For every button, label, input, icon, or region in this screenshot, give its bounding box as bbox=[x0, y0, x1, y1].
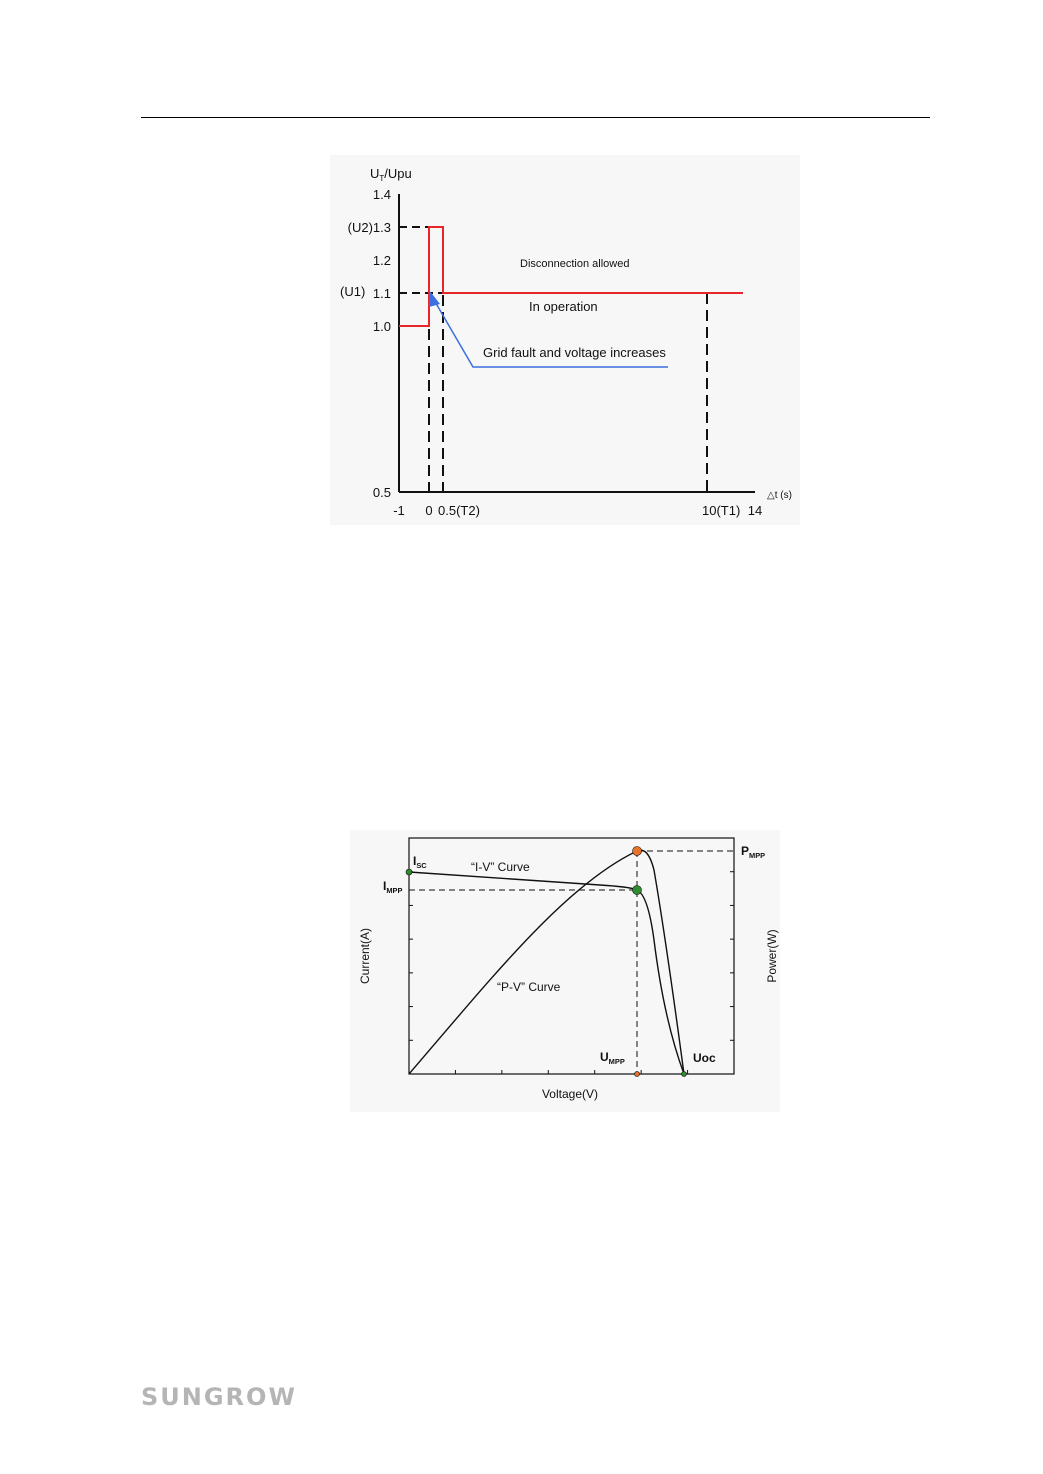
y-tick-label: 0.5 bbox=[372, 485, 391, 500]
umpp-point bbox=[635, 1072, 640, 1077]
iv-curve-label: “I-V” Curve bbox=[471, 860, 530, 874]
pv-curve-label: “P-V” Curve bbox=[497, 980, 561, 994]
isc-point bbox=[406, 869, 412, 875]
left-axis-title: Current(A) bbox=[358, 927, 372, 985]
plot-frame bbox=[409, 838, 734, 1074]
right-axis-title: Power(W) bbox=[765, 929, 779, 983]
uoc-label: Uoc bbox=[693, 1051, 716, 1065]
isc-label: $I_{SC}$ bbox=[413, 854, 427, 870]
uoc-point bbox=[682, 1072, 687, 1077]
annotation-grid-fault: Grid fault and voltage increases bbox=[483, 345, 666, 360]
y-tick-label: 1.2 bbox=[372, 253, 391, 268]
x-tick-label: 14 bbox=[747, 503, 763, 518]
y-tick-label: (U2)1.3 bbox=[347, 220, 391, 235]
y-axis-title: $U_T$/Upu bbox=[370, 166, 412, 183]
y-tick-label: 1.4 bbox=[372, 187, 391, 202]
x-tick-label: 0.5(T2) bbox=[438, 503, 480, 518]
iv-curve bbox=[409, 872, 684, 1074]
x-axis-title: △t (s) bbox=[767, 490, 792, 501]
pmpp-label: $P_{MPP}$ bbox=[741, 844, 766, 860]
voltage-time-chart bbox=[330, 155, 800, 525]
sungrow-logo: SUNGROW bbox=[141, 1383, 297, 1411]
impp-point bbox=[633, 886, 642, 895]
y-tick-label: 1.1 bbox=[372, 286, 391, 301]
umpp-label: $U_{MPP}$ bbox=[600, 1050, 625, 1066]
x-tick-label: 0 bbox=[425, 503, 433, 518]
x-tick-label: 10(T1) bbox=[702, 503, 741, 518]
pmpp-point bbox=[633, 847, 642, 856]
x-tick-label: -1 bbox=[393, 503, 405, 518]
annotation-in-operation: In operation bbox=[529, 299, 598, 314]
annotation-disconnection: Disconnection allowed bbox=[520, 258, 630, 270]
iv-pv-curve-chart bbox=[350, 830, 780, 1112]
y-tick-prefix: (U1) bbox=[340, 284, 366, 299]
x-axis-title: Voltage(V) bbox=[541, 1087, 599, 1101]
impp-label: $I_{MPP}$ bbox=[383, 879, 403, 895]
pv-curve bbox=[409, 850, 684, 1074]
y-tick-label: 1.0 bbox=[372, 319, 391, 334]
header-rule bbox=[141, 117, 930, 118]
